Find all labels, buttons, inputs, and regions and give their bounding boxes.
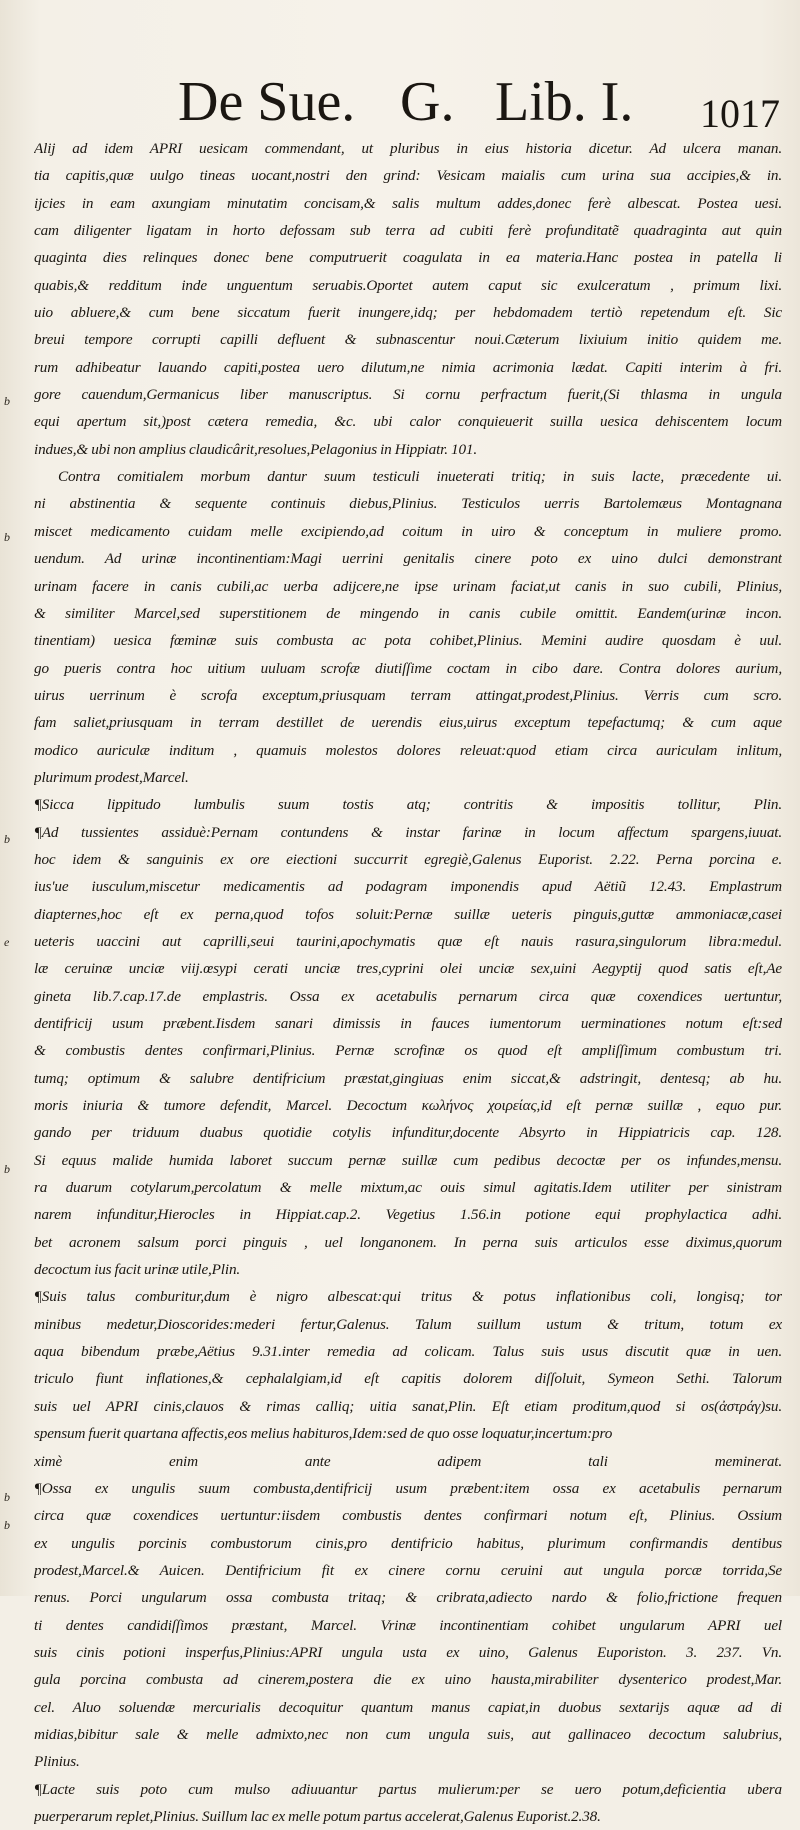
text-line: breui tempore corrupti capilli defluent & subnascentur noui.Cæterum lixiuium initio quidem me.: [34, 331, 782, 349]
text-line: urinam facere in canis cubili,ac uerba adijcere,ne ipse urinam faciat,ut canis in suo cubili, Plinius,: [34, 577, 782, 595]
text-line: diapternes,hoc eſt ex perna,quod tofos soluit:Pernæ suillæ ueteris pinguis,guttæ ammoniacæ,casei: [34, 905, 782, 923]
text-line: Alij ad idem APRI uesicam commendant, ut pluribus in eius historia dicetur. Ad ulcera manan.: [34, 140, 782, 157]
text-line: tia capitis,quæ uulgo tineas uocant,nostri den grind: Vesicam maialis cum urina sua accipies,& in.: [34, 167, 782, 185]
text-line: minibus medetur,Dioscorides:mederi fertur,Galenus. Talum suillum ustum & tritum, totum ex: [34, 1315, 782, 1333]
text-line: plurimum prodest,Marcel.: [34, 768, 189, 786]
text-line: cam diligenter ligatam in horto defossam sub terra ad cubiti ferè profunditatẽ quadraginta aut quin: [34, 222, 782, 240]
text-line: ¶Sicca lippitudo lumbulis suum tostis atq; contritis & impositis tollitur, Plin.: [34, 796, 782, 814]
text-line: ¶Suis talus comburitur,dum è nigro albescat:qui tritus & potus inflationibus coli, longisq; tor: [34, 1288, 782, 1306]
text-line: bet acronem salsum porci pinguis , uel longanonem. In perna suis articulos esse diximus,quorum: [34, 1233, 782, 1251]
text-line: aqua bibendum præbe,Aëtius 9.31.inter remedia ad colicam. Talus suis usus discutit quæ in uen.: [34, 1343, 782, 1361]
text-line: dentifricij usum præbent.Iisdem sanari dimissis in fauces iumentorum uerminationes notum eſt:sed: [34, 1015, 782, 1032]
text-line: tumq; optimum & salubre dentifricium præstat,gingiuas enim siccat,& adstringit, dentesq; ab hu.: [34, 1069, 782, 1087]
text-line: tinentiam) uesica fœminæ suis combusta ac pota cohibet,Plinius. Memini audire quosdam è uul.: [34, 632, 782, 650]
text-line: modico auriculæ inditum , quamuis molestos dolores releuat:quod etiam circa auriculam inlitum,: [34, 741, 782, 759]
text-line: ti dentes candidiſſimos præstant, Marcel. Vrinæ incontinentiam cohibet ungularum APRI uel: [34, 1616, 782, 1634]
text-line: ni abstinentia & sequente continuis diebus,Plinius. Testiculos uerris Bartolemæus Montagnana: [34, 495, 782, 513]
text-line: indues,& ubi non amplius claudicârit,resolues,Pelagonius in Hippiatr. 101.: [34, 440, 477, 458]
text-line: suis cinis potioni insperfus,Plinius:APRI ungula usta ex uino, Galenus Euporiston. 3. 237. Vn.: [34, 1643, 782, 1661]
text-line: gando per triduum duabus quotidie cotylis infunditur,docente Absyrto in Hippiatricis cap. 128.: [34, 1124, 782, 1142]
text-line: prodest,Marcel.& Auicen. Dentifricium fit ex cinere cornu ceruini aut ungula porcæ torrida,Se: [34, 1561, 782, 1579]
text-line: go pueris contra hoc uitium uuluam scrofæ diutiſſime coctam in cibo dare. Contra dolores aurium,: [34, 659, 782, 677]
text-line: rum adhibeatur lauando capiti,postea uero dilutum,ne nimia acrimonia lædat. Capiti interim à fri.: [34, 358, 782, 376]
text-line: miscet medicamento cuidam melle excipiendo,ad coitum in uiro & conceptum in muliere promo.: [34, 522, 782, 540]
text-line: decoctum ius facit urinæ utile,Plin.: [34, 1261, 241, 1279]
margin-note: b: [4, 1162, 10, 1176]
text-line: ¶Lacte suis poto cum mulso adiuuantur partus mulierum:per se uero potum,deficientia ubera: [34, 1780, 782, 1798]
text-line: & similiter Marcel,sed superstitionem de mingendo in canis cubile omittit. Eandem(urinæ incon.: [34, 604, 782, 622]
text-line: quaginta dies relinques donec bene computruerit coagulata in ea materia.Hanc postea in patella li: [34, 249, 782, 267]
text-line: ijcies in eam axungiam minutatim concisam,& salis multum addes,donec ferè albescat. Postea uesi.: [34, 194, 782, 212]
text-line: triculo fiunt inflationes,& cephalalgiam,id eſt capitis dolorem diſſoluit, Symeon Sethi. Talorum: [34, 1370, 782, 1388]
text-line: ¶Ad tussientes assiduè:Pernam contundens & instar farinæ in locum affectum spargens,iuuat.: [34, 823, 782, 841]
page-number: 1017: [700, 91, 780, 136]
text-line: narem infunditur,Hierocles in Hippiat.cap.2. Vegetius 1.56.in potione equi prophylactica adhi.: [34, 1206, 782, 1224]
text-line: fam saliet,priusquam in terram destillet de uerendis eius,uirus exceptum tepefactumq; & cum aque: [34, 714, 782, 732]
margin-note: b: [4, 394, 10, 408]
text-line: moris iniuria & tumore defendit, Marcel. Decoctum κωλήνος χοιρείας,id eſt pernæ suillæ , equo pur.: [34, 1097, 782, 1115]
text-line: spensum fuerit quartana affectis,eos melius habituros,Idem:sed de quo osse loquatur,incertum:pro: [34, 1425, 613, 1443]
margin-note: e: [4, 935, 10, 949]
text-line: ¶Ossa ex ungulis suum combusta,dentifricij usum præbent:item ossa ex acetabulis pernarum: [34, 1479, 782, 1497]
margin-note: b: [4, 832, 10, 846]
text-line: ius'ue iusculum,miscetur medicamentis ad podagram imponendis apud Aëtiũ 12.43. Emplastrum: [34, 878, 782, 896]
text-line: equi apertum sit,)post cætera remedia, &c. ubi calor conquieuerit suilla uesica dehiscentem locum: [34, 413, 782, 431]
text-line: Contra comitialem morbum dantur suum testiculi inueterati tritiq; in suis lacte, præcedente ui.: [58, 468, 782, 486]
text-line: ueteris uaccini aut caprilli,seui taurini,apochymatis quæ eſt nauis rasura,singulorum libra:medul.: [34, 932, 782, 950]
header-letter: G.: [400, 71, 455, 133]
running-header: [170, 70, 780, 140]
text-line: ximè enim ante adipem tali meminerat.: [34, 1452, 782, 1470]
text-line: midias,bibitur sale & melle admixto,nec non cum ungula suis, aut gallinaceo decoctum salubrius,: [34, 1725, 782, 1743]
text-line: ex ungulis porcinis combustorum cinis,pro dentifricio habitus, plurimum confirmandis dentibus: [34, 1534, 782, 1552]
margin-note: b: [4, 530, 10, 544]
text-line: renus. Porci ungularum ossa combusta tritaq; & cribrata,adiecto nardo & folio,frictione frequen: [34, 1589, 782, 1607]
text-line: uendum. Ad urinæ incontinentiam:Magi uerrini genitalis cinere poto ex uino dulci demonstrant: [34, 550, 782, 568]
text-line: ra duarum cotylarum,percolatum & melle mixtum,ac ouis simul agitatis.Idem utiliter per sinistram: [34, 1179, 782, 1197]
text-line: puerperarum replet,Plinius. Suillum lac ex melle potum partus accelerat,Galenus Euporist.2.38.: [34, 1807, 601, 1825]
text-line: gula porcina combusta ad cinerem,postera die ex uino hausta,mirabiliter dysenterico prodest,Mar.: [34, 1671, 782, 1689]
margin-note: b: [4, 1490, 10, 1504]
text-line: quabis,& redditum inde unguentum seruabis.Oportet autem caput sic exulceratum , primum lixi.: [34, 276, 782, 294]
text-line: Si equus malide humida laboret succum pernæ suillæ cum pedibus decoctæ per os infundes,mensu.: [34, 1151, 782, 1169]
header-title: De Sue.: [178, 71, 356, 133]
body-text: [34, 135, 782, 1830]
text-line: læ ceruinæ unciæ viij.œsypi cerati unciæ tres,cyprini olei unciæ sex,uini Aegyptij quod satis eſt,Ae: [34, 960, 782, 978]
text-line: cel. Aluo soluendæ mercurialis decoquitur quantum manus capiat,in duobus sextarijs aquæ ad di: [34, 1698, 782, 1716]
text-line: circa quæ coxendices uertuntur:iisdem combustis dentes confirmari notum eſt, Plinius. Ossium: [34, 1507, 782, 1525]
header-book: Lib. I.: [495, 71, 634, 133]
margin-note: b: [4, 1518, 10, 1532]
text-line: gore cauendum,Germanicus liber manuscriptus. Si cornu perfractum fuerit,(Si thlasma in ungula: [34, 386, 782, 404]
text-line: & combustis dentes confirmari,Plinius. Pernæ scrofinæ os quod eſt ampliſſimum combustum tri.: [34, 1042, 782, 1060]
text-line: uirus uerrinum è scrofa exceptum,priusquam terram attingat,prodest,Plinius. Verris cum scro.: [34, 686, 782, 704]
text-line: uio abluere,& cum bene siccatum fuerit inungere,idq; per hebdomadem tertiò repetendum eſt. Sic: [34, 304, 782, 322]
text-line: hoc idem & sanguinis ex ore eiectioni succurrit egregiè,Galenus Euporist. 2.22. Perna porcina e.: [34, 850, 782, 868]
text-line: suis uel APRI cinis,clauos & rimas calliq; uitia sanat,Plin. Eſt etiam proditum,quod si os(ἀστράγ)su.: [34, 1397, 782, 1415]
text-line: Plinius.: [34, 1753, 80, 1771]
text-line: gineta lib.7.cap.17.de emplastris. Ossa ex acetabulis pernarum circa quæ coxendices uertuntur,: [34, 987, 782, 1005]
